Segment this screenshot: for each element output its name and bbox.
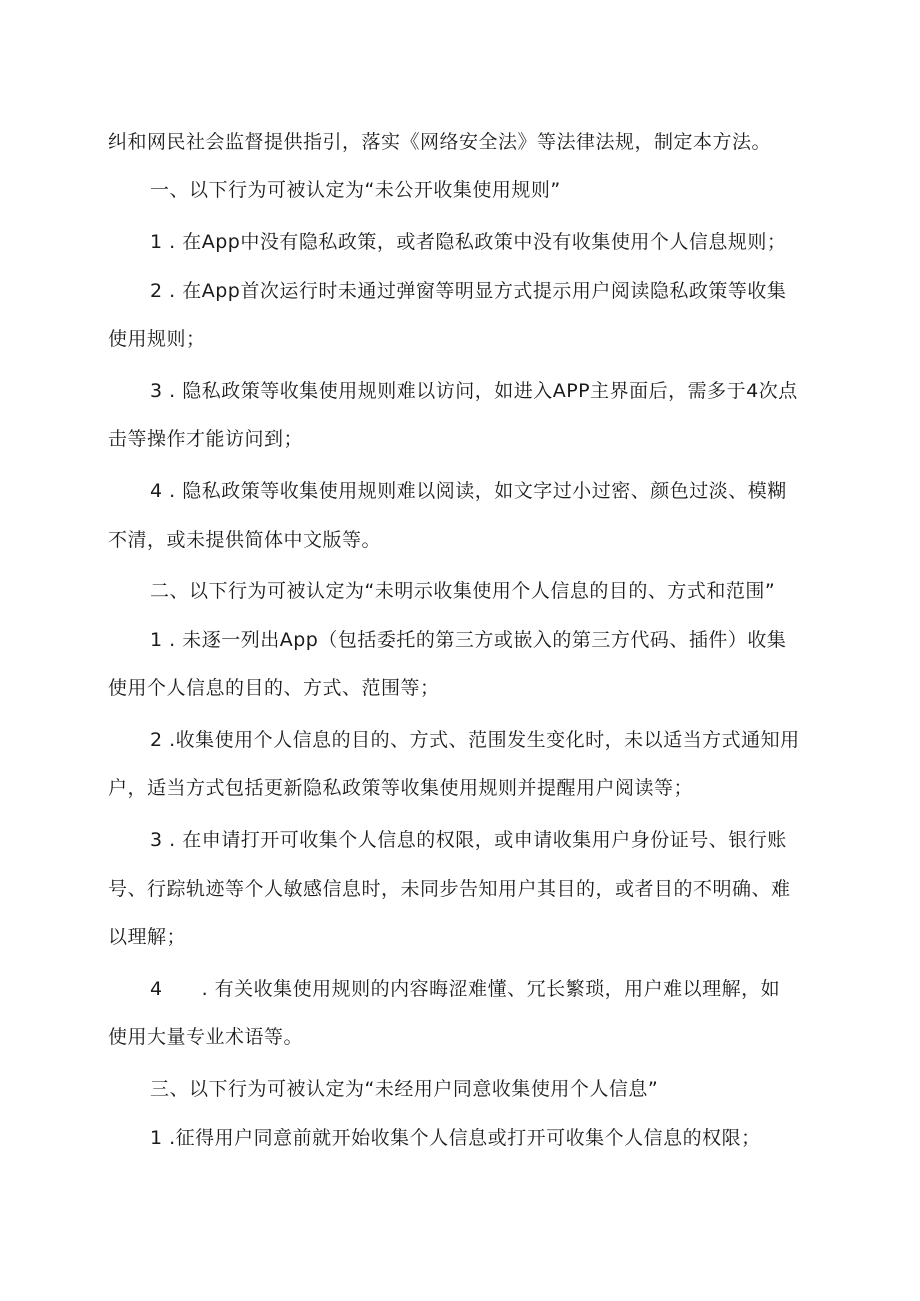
list-item-line: 2 . 在App首次运行时未通过弹窗等明显方式提示用户阅读隐私政策等收集	[150, 280, 787, 302]
list-item-continuation: 使用规则；	[108, 328, 206, 350]
list-item-line: 4 . 隐私政策等收集使用规则难以阅读，如文字过小过密、颜色过淡、模糊	[150, 480, 787, 502]
list-item-continuation: 使用个人信息的目的、方式、范围等；	[108, 677, 440, 699]
section-heading-2: 二、以下行为可被认定为“未明示收集使用个人信息的目的、方式和范围”	[150, 580, 776, 602]
list-item-continuation: 以理解；	[108, 926, 187, 948]
list-item-line: 3 . 隐私政策等收集使用规则难以访问，如进入APP主界面后，需多于4次点	[150, 380, 798, 402]
list-item-line: 4 . 有关收集使用规则的内容晦涩难懂、冗长繁琐，用户难以理解，如	[150, 978, 781, 1000]
list-item-continuation: 击等操作才能访问到；	[108, 428, 304, 450]
list-item-continuation: 户，适当方式包括更新隐私政策等收集使用规则并提醒用户阅读等；	[108, 777, 694, 799]
list-item-line: 1 . 在App中没有隐私政策，或者隐私政策中没有收集使用个人信息规则；	[150, 231, 787, 253]
list-item-line: 2 .收集使用个人信息的目的、方式、范围发生变化时，未以适当方式通知用	[150, 729, 800, 751]
list-item-line: 1 .征得用户同意前就开始收集个人信息或打开可收集个人信息的权限；	[150, 1127, 761, 1149]
list-item-continuation: 号、行踪轨迹等个人敏感信息时，未同步告知用户其目的，或者目的不明确、难	[108, 878, 791, 900]
list-item-continuation: 不清，或未提供简体中文版等。	[108, 529, 382, 551]
list-item-line: 1 . 未逐一列出App（包括委托的第三方或嵌入的第三方代码、插件）收集	[150, 629, 787, 651]
paragraph-line: 纠和网民社会监督提供指引，落实《网络安全法》等法律法规，制定本方法。	[108, 131, 772, 153]
section-heading-3: 三、以下行为可被认定为“未经用户同意收集使用个人信息”	[150, 1078, 659, 1100]
list-item-line: 3 . 在申请打开可收集个人信息的权限，或申请收集用户身份证号、银行账	[150, 829, 787, 851]
section-heading-1: 一、以下行为可被认定为“未公开收集使用规则”	[150, 179, 561, 201]
list-item-continuation: 使用大量专业术语等。	[108, 1026, 304, 1048]
